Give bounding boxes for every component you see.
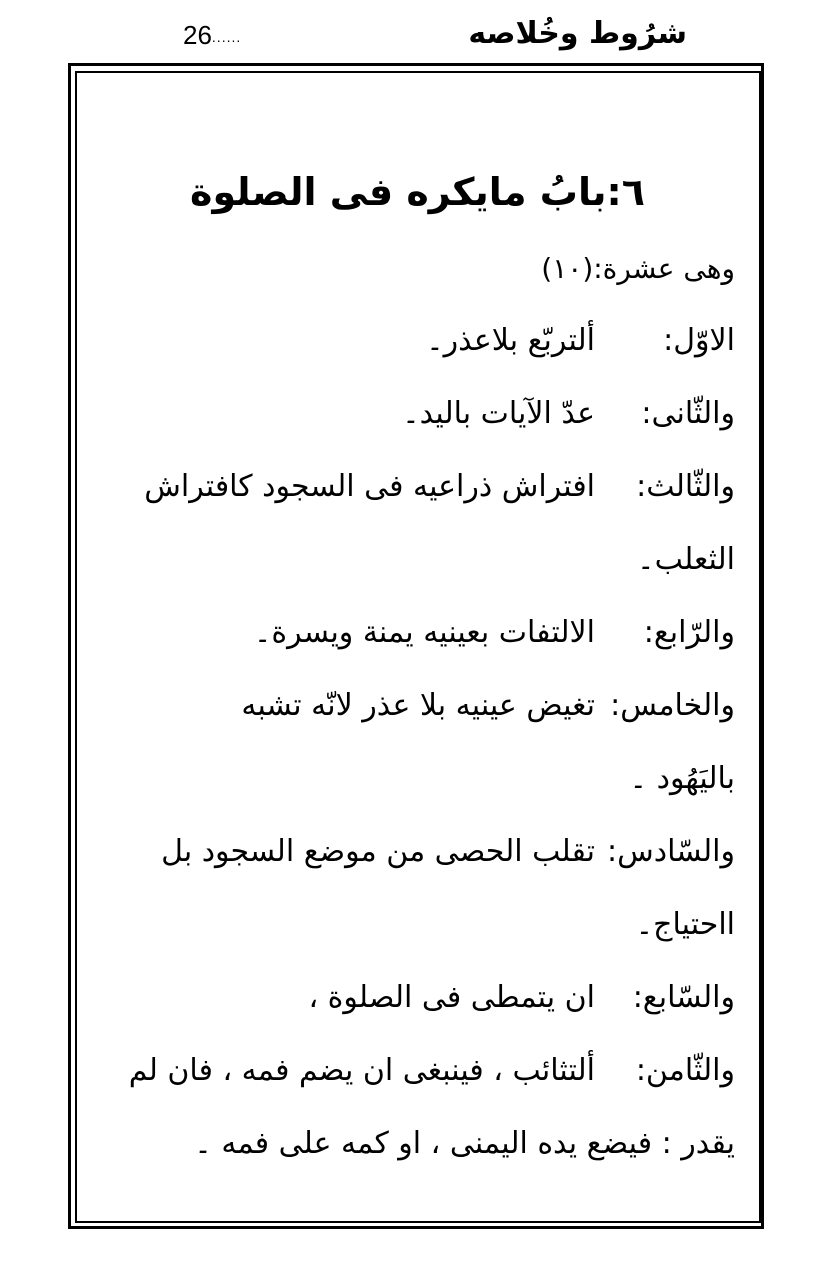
item-8 (100, 1034, 735, 1107)
page-number-value: 26 (183, 20, 212, 50)
item-text: تغیض عینیه بلا عذر لانّه تشبه (241, 688, 595, 723)
chapter-heading: ٦:بابُ مایکره فی الصلوة (190, 170, 645, 214)
item-6-continuation: ااحتیاج۔ (635, 907, 735, 942)
item-label: والسّادس: (607, 834, 735, 869)
item-text: ألتثائب ، فینبغی ان یضم فمه ، فان لم (128, 1053, 595, 1088)
item-text: الالتفات بعینیه یمنة ویسرة۔ (253, 615, 595, 650)
item-text: عدّ الآیات بالید۔ (402, 396, 595, 431)
item-label: الاوّل: (663, 323, 735, 358)
item-text: ان یتمطی فی الصلوة ، (308, 980, 595, 1015)
item-label: والثّالث: (636, 469, 735, 504)
item-label: والثّانی: (641, 396, 735, 431)
item-3 (100, 450, 735, 523)
item-label: والخامس: (610, 688, 735, 723)
page-number (183, 18, 241, 54)
item-label: والرّابع: (643, 615, 735, 650)
item-8-continuation: یقدر : فیضع یده الیمنی ، او کمه علی فمه ۔ (194, 1126, 735, 1161)
item-label: والثّامن: (635, 1053, 735, 1088)
item-text: افتراش ذراعیه فی السجود کافتراش (144, 469, 595, 504)
item-2 (100, 377, 735, 450)
page-number-dots: ...... (211, 29, 242, 45)
intro-line: وھی عشرة:(۱۰) (541, 252, 735, 285)
item-7 (100, 961, 735, 1034)
page-content (100, 150, 735, 1180)
item-1 (100, 304, 735, 377)
chapter-number: ٦ (621, 170, 645, 214)
item-text: تقلب الحصی من موضع السجود بل (161, 834, 595, 869)
item-text: ألتربّع بلاعذر۔ (426, 323, 595, 358)
item-5 (100, 669, 735, 742)
item-label: والسّابع: (632, 980, 735, 1015)
item-4 (100, 596, 735, 669)
book-title: شرُوط وخُلاصه (468, 16, 687, 51)
item-6 (100, 815, 735, 888)
item-3-continuation: الثعلب۔ (637, 542, 735, 577)
chapter-title: بابُ مایکره فی الصلوة (190, 170, 607, 214)
item-5-continuation: بالیَهُود ۔ (629, 761, 735, 796)
